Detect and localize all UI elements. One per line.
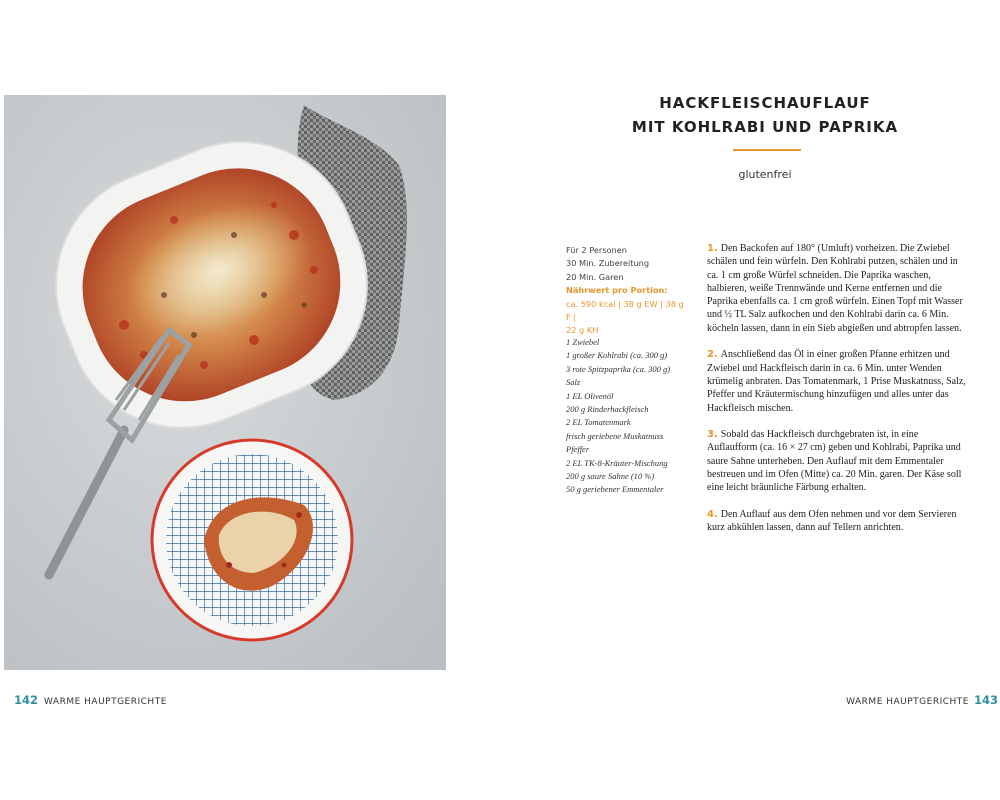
step-1 [707,242,969,335]
ingredient-item: 2 EL Tomatenmark [566,417,631,428]
recipe-meta [566,244,684,338]
step-text: Anschließend das Öl in einer großen Pfanne erhitzen und Zwiebel und Hackfleisch darin in ca. 6 Min. unter Wenden krümelig anbraten. Das Tomatenmark, 1 Prise Muskatnuss, Salz, Pfeffer und Kräutermischung hinzufügen und alles unter das Hackfleisch mischen. [707,349,966,414]
ingredient-item: 50 g geriebener Emmentaler [566,484,664,495]
ingredient-item: 1 großer Kohlrabi (ca. 300 g) [566,350,668,361]
page-number-left: 142 [14,693,39,707]
prep-time: 30 Min. Zubereitung [566,258,650,269]
footer-left [14,693,167,707]
ingredient-item: 200 g saure Sahne (10 %) [566,471,655,482]
servings: Für 2 Personen [566,245,627,255]
step-text: Den Auflauf aus dem Ofen nehmen und vor dem Servieren kurz abkühlen lassen, dann auf Tellern anrichten. [707,508,957,534]
ingredient-item: Salz [566,377,581,388]
ingredient-item: 2 EL TK-8-Kräuter-Mischung [566,457,668,468]
cook-time: 20 Min. Garen [566,271,624,282]
step-3 [707,428,969,494]
page-number-right: 143 [973,693,998,707]
ingredient-item: 3 rote Spitzpaprika (ca. 300 g) [566,363,671,374]
section-title-left: WARME HAUPTGERICHTE [44,697,167,707]
step-text: Den Backofen auf 180° (Umluft) vorheizen. Die Zwiebel schälen und fein würfeln. Den Kohlrabi putzen, schälen und in ca. 1 cm große Würfel schneiden. Die Paprika waschen, halbieren, weiße Trennwände und Kerne entfernen und die Paprika ebenfalls ca. 1 cm groß würfeln. Einen Topf mit Wasser und ½ TL Salz aufkochen und den Kohlrabi darin ca. 6 Min. köcheln lassen, dann in ein Sieb abgießen und abtropfen lassen. [707,243,963,334]
ingredient-item: Pfeffer [566,444,590,455]
step-text: Sobald das Hackfleisch durchgebraten ist, in eine Auflaufform (ca. 16 × 27 cm) geben und Kohlrabi, Paprika und saure Sahne unterheben. Den Auflauf mit dem Emmentaler bestreuen und im Ofen (Mitte) ca. 20 Min. garen. Der Käse soll eine leicht bräunliche Färbung erhalten. [707,429,962,494]
recipe-title-line-2: MIT KOHLRABI UND PAPRIKA [631,118,899,136]
step-number: 3. [707,429,718,441]
section-title-right: WARME HAUPTGERICHTE [846,697,969,707]
nutrition-label: Nährwert pro Portion: [566,285,668,296]
recipe-title-line-1: HACKFLEISCHAUFLAUF [659,94,871,112]
ingredient-item: 1 Zwiebel [566,337,600,347]
step-number: 1. [707,243,718,254]
nutrition-values-line-1: ca. 590 kcal | 38 g EW | 38 g F | [566,298,684,323]
step-4 [707,508,969,535]
title-divider [733,149,801,151]
ingredient-item: 1 EL Olivenöl [566,390,614,401]
nutrition-values-line-2: 22 g KH [566,325,599,336]
footer-right [846,693,998,707]
recipe-photo [4,95,446,670]
diet-tag: glutenfrei [738,168,792,181]
instruction-steps [707,242,969,548]
ingredient-item: 200 g Rinderhackfleisch [566,404,649,415]
plate [152,440,352,640]
step-number: 4. [707,508,718,520]
step-2 [707,348,969,414]
step-number: 2. [707,349,718,361]
ingredient-item: frisch geriebene Muskatnuss [566,430,664,441]
ingredient-list [566,336,694,497]
